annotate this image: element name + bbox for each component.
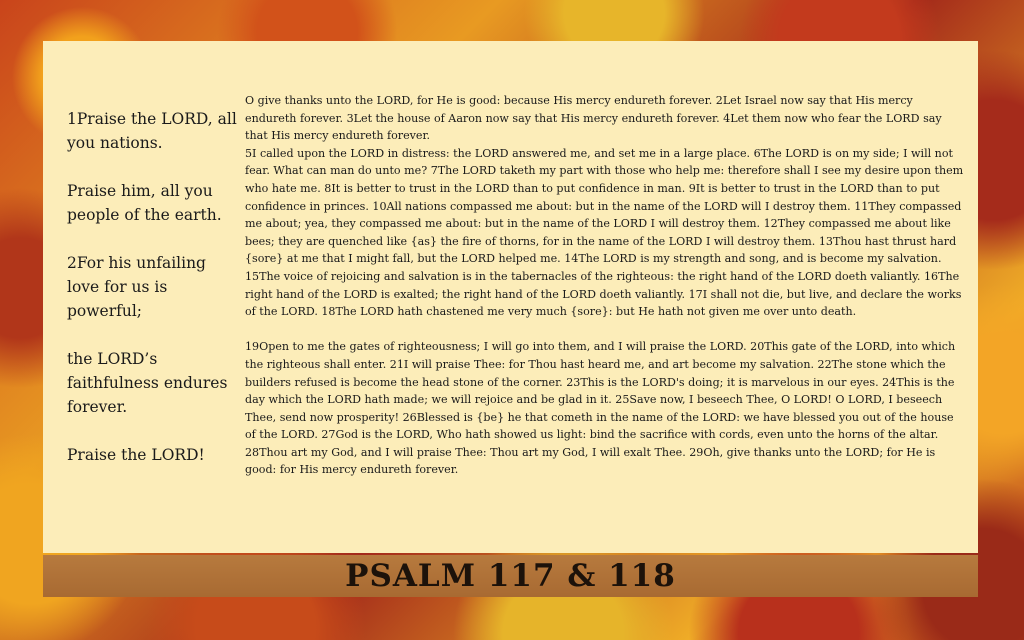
psalm-117-verse-line: Praise him, all you people of the earth.	[67, 182, 222, 224]
psalm-118-paragraph: O give thanks unto the LORD, for He is good: because His mercy endureth forever. 2Let Israel now say that His mercy endureth forever. 3Let the house of Aaron now say that His mercy endureth forever. 4Let them now who fear the LORD say that His mercy endureth forever.	[245, 94, 942, 143]
title-bar	[43, 555, 978, 597]
psalm-118-paragraph: 5I called upon the LORD in distress: the LORD answered me, and set me in a large place. 6The LORD is on my side; I will not fear. What can man do unto me? 7The LORD taketh my part with those who help me: therefore shall I see my desire upon them who hate me. 8It is better to trust in the LORD than to put confidence in man. 9It is better to trust in the LORD than to put confidence in princes. 10All nations compassed me about: but in the name of the LORD will I destroy them. 11They compassed me about; yea, they compassed me about: but in the name of the LORD I will destroy them. 12They compassed me about like bees; they are quenched like {as} the fire of thorns, for in the name of the LORD I will destroy them. 13Thou hast thrust hard {sore} at me that I might fall, but the LORD helped me. 14The LORD is my strength and song, and is become my salvation. 15The voice of rejoicing and salvation is in the tabernacles of the righteous: the right hand of the LORD doeth valiantly. 16The right hand of the LORD is exalted; the right hand of the LORD doeth valiantly. 17I shall not die, but live, and declare the works of the LORD. 18The LORD hath chastened me very much {sore}: but He hath not given me over unto death.	[245, 146, 964, 319]
page-title: PSALM 117 & 118	[345, 558, 676, 594]
psalm-117-verse-line: 1Praise the LORD, all you nations.	[67, 110, 237, 152]
psalm-118-column	[245, 92, 965, 479]
text-panel	[43, 41, 978, 553]
psalm-117-verse-line: 2For his unfailing love for us is powerful;	[67, 254, 206, 320]
psalm-117-verse-line: Praise the LORD!	[67, 446, 205, 464]
psalm-117-column	[67, 107, 237, 491]
psalm-118-paragraph: 19Open to me the gates of righteousness; I will go into them, and I will praise the LORD. 20This gate of the LORD, into which the righteous shall enter. 21I will praise Thee: for Thou hast heard me, and art become my salvation. 22The stone which the builders refused is become the head stone of the corner. 23This is the LORD's doing; it is marvelous in our eyes. 24This is the day which the LORD hath made; we will rejoice and be glad in it. 25Save now, I beseech Thee, O LORD! O LORD, I beseech Thee, send now prosperity! 26Blessed is {be} he that cometh in the name of the LORD: we have blessed you out of the house of the LORD. 27God is the LORD, Who hath showed us light: bind the sacrifice with cords, even unto the horns of the altar. 28Thou art my God, and I will praise Thee: Thou art my God, I will exalt Thee. 29Oh, give thanks unto the LORD; for He is good: for His mercy endureth forever.	[245, 340, 956, 477]
psalm-117-verse-line: the LORD’s faithfulness endures forever.	[67, 350, 228, 416]
